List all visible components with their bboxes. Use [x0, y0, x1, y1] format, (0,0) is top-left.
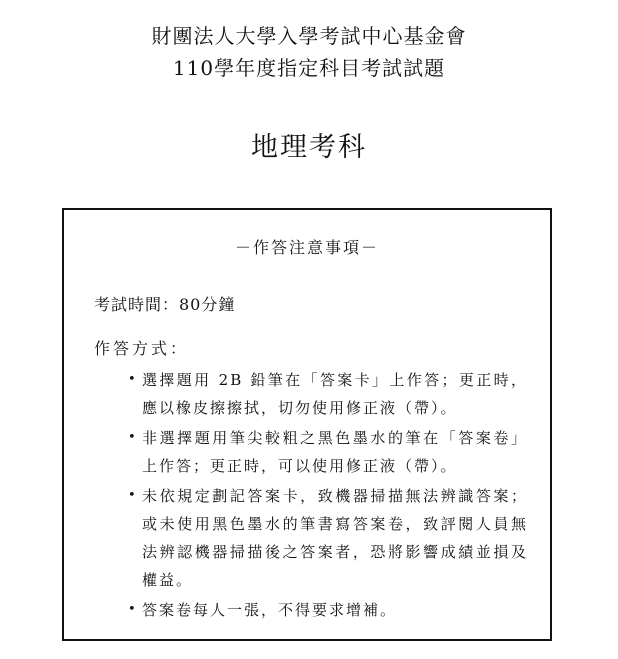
answer-method-label: 作答方式： — [94, 339, 190, 358]
rule-text: 非選擇題用筆尖較粗之黑色墨水的筆在「答案卷」上作答；更正時，可以使用修正液（帶）。 — [142, 429, 528, 475]
notice-box — [62, 208, 552, 641]
bullet-icon: • — [128, 602, 138, 617]
rule-item — [128, 424, 528, 480]
rule-text: 未依規定劃記答案卡，致機器掃描無法辨識答案；或未使用黑色墨水的筆書寫答案卷，致評閱人員無法辨認機器掃描後之答案者，恐將影響成績並損及權益。 — [142, 487, 528, 589]
bullet-icon: • — [128, 372, 138, 387]
rules-list — [128, 366, 528, 626]
rule-text: 選擇題用 2B 鉛筆在「答案卡」上作答；更正時，應以橡皮擦擦拭，切勿使用修正液（帶）。 — [142, 371, 528, 417]
bullet-icon: • — [128, 430, 138, 445]
exam-time: 考試時間：80分鐘 — [94, 295, 236, 314]
rule-item — [128, 596, 528, 624]
notice-heading: －作答注意事項－ — [234, 238, 379, 257]
organization-title: 財團法人大學入學考試中心基金會 — [151, 24, 467, 48]
subject-title: 地理考科 — [251, 132, 367, 163]
bullet-icon: • — [128, 488, 138, 503]
rule-text: 答案卷每人一張，不得要求增補。 — [142, 601, 398, 619]
rule-item — [128, 366, 528, 422]
exam-title: 110學年度指定科目考試試題 — [172, 56, 446, 80]
rule-item — [128, 482, 528, 594]
